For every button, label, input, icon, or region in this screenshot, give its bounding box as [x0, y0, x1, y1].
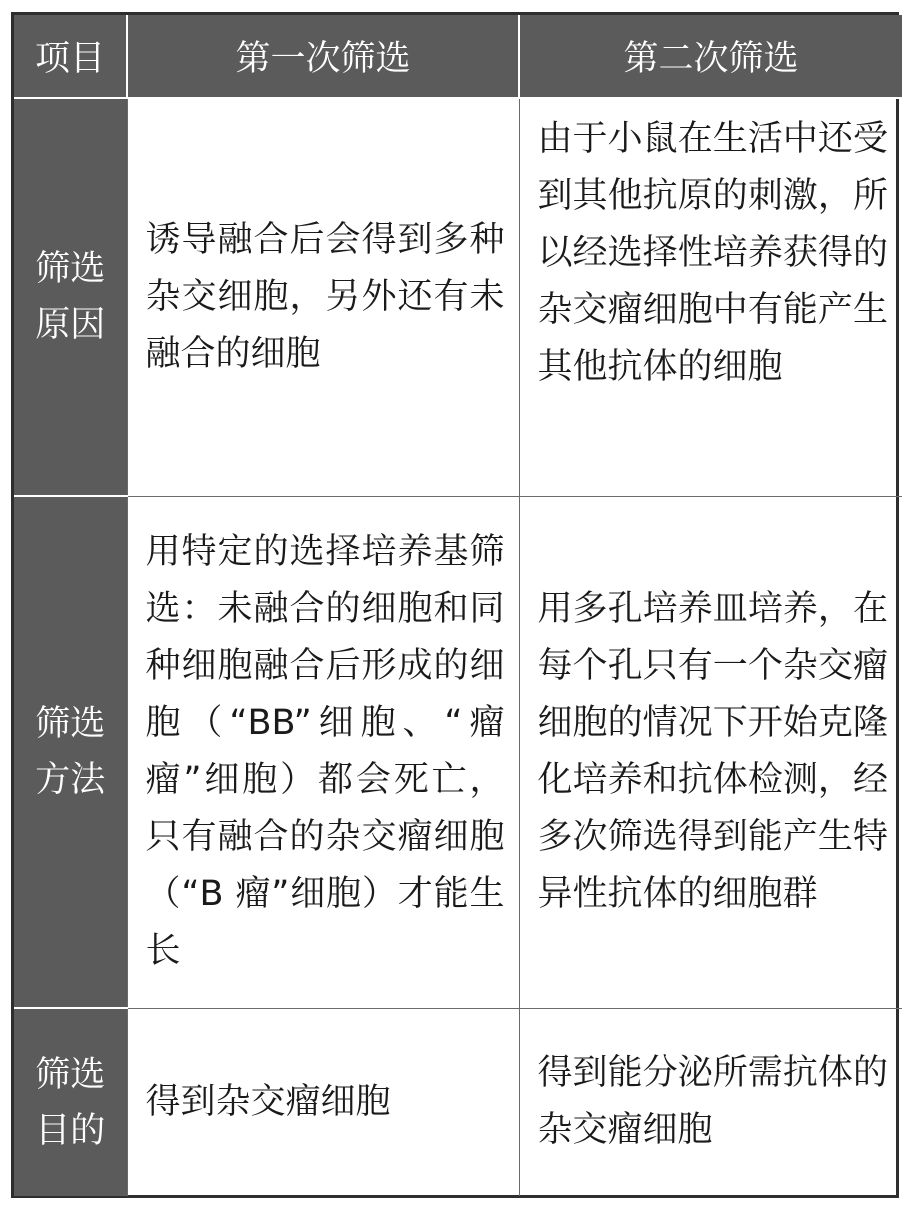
header-second-screening: 第二次筛选	[519, 15, 902, 98]
cell-purpose-second: 得到能分泌所需抗体的杂交瘤细胞	[519, 1008, 902, 1196]
row-label-method: 筛选方法	[14, 496, 127, 1008]
cell-reason-first: 诱导融合后会得到多种杂交细胞，另外还有未融合的细胞	[127, 98, 519, 496]
table-row-purpose	[14, 1008, 902, 1196]
comparison-table-frame	[11, 12, 899, 1198]
cell-purpose-first: 得到杂交瘤细胞	[127, 1008, 519, 1196]
cell-reason-second: 由于小鼠在生活中还受到其他抗原的刺激，所以经选择性培养获得的杂交瘤细胞中有能产生其他抗体的细胞	[519, 98, 902, 496]
cell-method-second: 用多孔培养皿培养，在每个孔只有一个杂交瘤细胞的情况下开始克隆化培养和抗体检测，经多次筛选得到能产生特异性抗体的细胞群	[519, 496, 902, 1008]
header-item: 项目	[14, 15, 127, 98]
hybridoma-screening-table	[14, 15, 902, 1196]
table-row-method	[14, 496, 902, 1008]
row-label-reason: 筛选原因	[14, 98, 127, 496]
header-first-screening: 第一次筛选	[127, 15, 519, 98]
row-label-purpose: 筛选目的	[14, 1008, 127, 1196]
header-row	[14, 15, 902, 98]
cell-method-first: 用特定的选择培养基筛选：未融合的细胞和同种细胞融合后形成的细胞（“BB”细胞、“瘤瘤”细胞）都会死亡，只有融合的杂交瘤细胞（“B 瘤”细胞）才能生长	[127, 496, 519, 1008]
table-row-reason	[14, 98, 902, 496]
